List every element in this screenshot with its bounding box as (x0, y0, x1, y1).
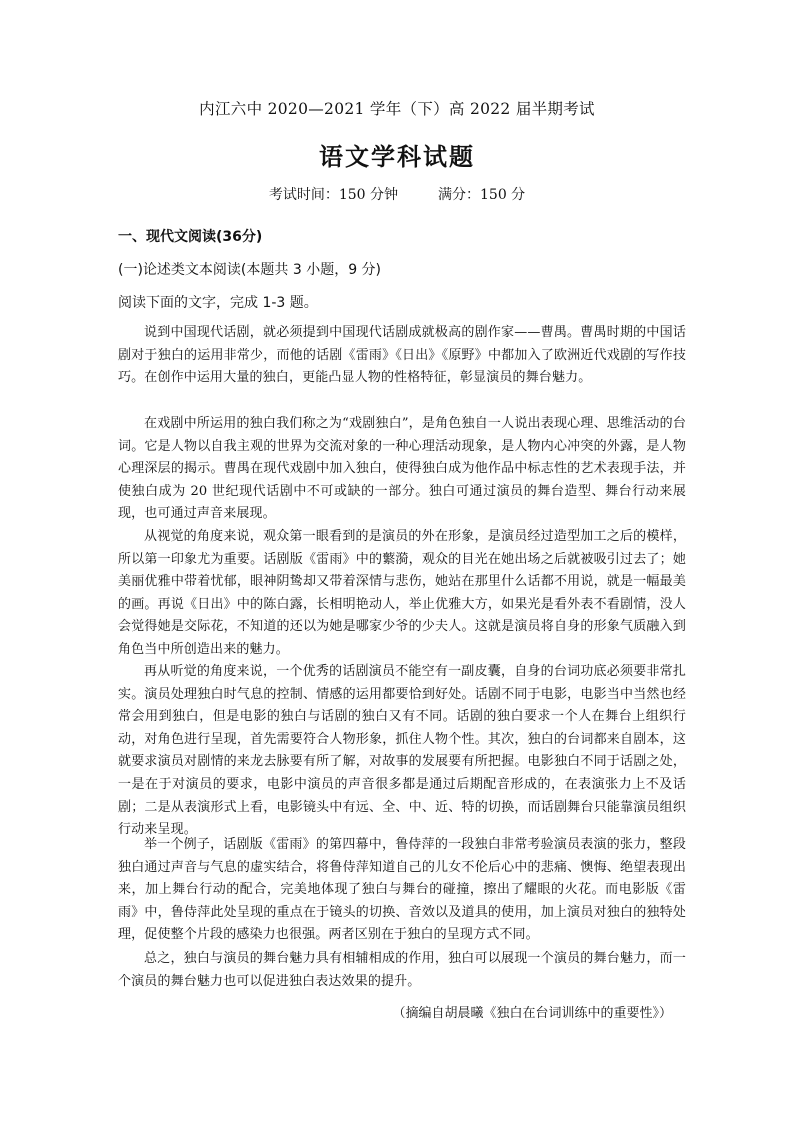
passage-paragraph: 在戏剧中所运用的独白我们称之为“戏剧独白”，是角色独自一人说出表现心理、思维活动的台词。它是人物以自我主观的世界为交流对象的一种心理活动现象，是人物内心冲突的外露，是人物心理深层的揭示。曹禺在现代戏剧中加入独白，使得独白成为他作品中标志性的艺术表现手法，并使独白成为 20 世纪现代话剧中不可或缺的一部分。独白可通过演员的舞台造型、舞台行动来展现，也可通过声音来展现。 (118, 416, 686, 522)
passage-paragraph: 说到中国现代话剧，就必须提到中国现代话剧成就极高的剧作家——曹禺。曹禺时期的中国话剧对于独白的运用非常少，而他的话剧《雷雨》《日出》《原野》中都加入了欧洲近代戏剧的写作技巧。在创作中运用大量的独白，更能凸显人物的性格特征，彰显演员的舞台魅力。 (118, 325, 686, 386)
exam-header: 内江六中 2020—2021 学年（下）高 2022 届半期考试 (199, 100, 595, 118)
passage-source: （摘编自胡晨曦《独白在台词训练中的重要性》） (392, 1006, 672, 1021)
section-title: 一、现代文阅读(36分) (118, 229, 263, 245)
passage-paragraph: 总之，独白与演员的舞台魅力具有相辅相成的作用，独白可以展现一个演员的舞台魅力，而一个演员的舞台魅力也可以促进独白表达效果的提升。 (118, 951, 686, 989)
exam-time: 考试时间：150 分钟 (268, 187, 398, 203)
subsection-title: (一)论述类文本阅读(本题共 3 小题，9 分) (118, 262, 382, 278)
passage-paragraph: 举一个例子，话剧版《雷雨》的第四幕中，鲁侍萍的一段独白非常考验演员表演的张力，整段独白通过声音与气息的虚实结合，将鲁侍萍知道自己的儿女不伦后心中的悲痛、懊悔、绝望表现出来，加上舞台行动的配合，完美地体现了独白与舞台的碰撞，擦出了耀眼的火花。而电影版《雷雨》中，鲁侍萍此处呈现的重点在于镜头的切换、音效以及道具的使用，加上演员对独白的独特处理，促使整个片段的感染力也很强。两者区别在于独白的呈现方式不同。 (118, 837, 686, 943)
passage-paragraph: 从视觉的角度来说，观众第一眼看到的是演员的外在形象，是演员经过造型加工之后的模样，所以第一印象尤为重要。话剧版《雷雨》中的蘩漪，观众的目光在她出场之后就被吸引过去了；她美丽优雅中带着忧郁，眼神阴鸷却又带着深情与悲伤，她站在那里什么话都不用说，就是一幅最美的画。再说《日出》中的陈白露，长相明艳动人，举止优雅大方，如果光是看外表不看剧情，没人会觉得她是交际花，不知道的还以为她是哪家少爷的少夫人。这就是演员将自身的形象气质融入到角色当中所创造出来的魅力。 (118, 529, 686, 657)
exam-info (0, 184, 794, 204)
reading-instruction: 阅读下面的文字，完成 1-3 题。 (118, 295, 318, 311)
passage-paragraph: 再从听觉的角度来说，一个优秀的话剧演员不能空有一副皮囊，自身的台词功底必须要非常扎实。演员处理独白时气息的控制、情感的运用都要恰到好处。话剧不同于电影，电影当中当然也经常会用到独白，但是电影的独白与话剧的独白又有不同。话剧的独白要求一个人在舞台上组织行动，对角色进行呈现，首先需要符合人物形象，抓住人物个性。其次，独白的台词都来自剧本，这就要求演员对剧情的来龙去脉要有所了解，对故事的发展要有所把握。电影独白不同于话剧之处，一是在于对演员的要求，电影中演员的声音很多都是通过后期配音形成的，在表演张力上不及话剧；二是从表演形式上看，电影镜头中有远、全、中、近、特的切换，而话剧舞台只能靠演员组织行动来呈现。 (118, 664, 686, 838)
exam-score: 满分：150 分 (438, 187, 526, 203)
subject-title: 语文学科试题 (319, 142, 475, 171)
